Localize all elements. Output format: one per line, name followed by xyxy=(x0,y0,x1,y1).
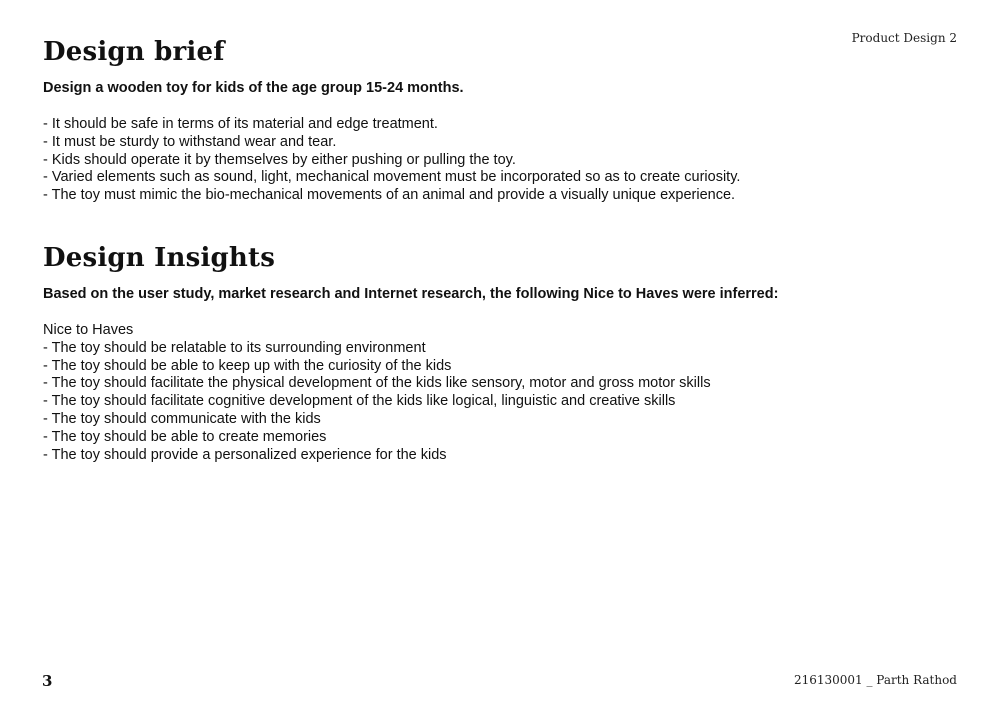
design-brief-title: Design brief xyxy=(43,37,225,67)
nice-to-haves-heading: Nice to Haves xyxy=(43,321,134,338)
design-brief-lead: Design a wooden toy for kids of the age group 15-24 months. xyxy=(43,80,464,96)
nice-to-haves-list xyxy=(43,340,953,465)
design-insights-title: Design Insights xyxy=(43,242,276,273)
list-item: - It should be safe in terms of its material and edge treatment. xyxy=(43,116,438,132)
list-item: - The toy must mimic the bio-mechanical movements of an animal and provide a visually unique experience. xyxy=(43,187,736,204)
list-item: - The toy should provide a personalized experience for the kids xyxy=(43,446,447,463)
list-item: - The toy should be able to keep up with the curiosity of the kids xyxy=(43,357,452,374)
design-brief-list xyxy=(43,116,953,205)
list-item: - The toy should be relatable to its surrounding environment xyxy=(43,339,426,356)
page-content xyxy=(43,34,953,464)
list-item: - Kids should operate it by themselves by either pushing or pulling the toy. xyxy=(43,151,516,168)
list-item: - The toy should be able to create memories xyxy=(43,428,327,445)
list-item: - The toy should communicate with the kids xyxy=(43,410,321,427)
list-item: - Varied elements such as sound, light, mechanical movement must be incorporated so as to create curiosity. xyxy=(43,169,741,186)
design-brief-section xyxy=(43,34,953,205)
design-insights-lead: Based on the user study, market research and Internet research, the following Nice to Haves were inferred: xyxy=(43,285,779,302)
list-item: - The toy should facilitate the physical development of the kids like sensory, motor and gross motor skills xyxy=(43,375,711,392)
list-item: - It must be sturdy to withstand wear and tear. xyxy=(43,133,337,150)
list-item: - The toy should facilitate cognitive development of the kids like logical, linguistic and creative skills xyxy=(43,393,676,410)
header-label: Product Design 2 xyxy=(851,31,957,45)
design-insights-section xyxy=(43,240,953,464)
page-number: 3 xyxy=(42,672,53,690)
footer-author: 216130001 _ Parth Rathod xyxy=(793,673,957,687)
